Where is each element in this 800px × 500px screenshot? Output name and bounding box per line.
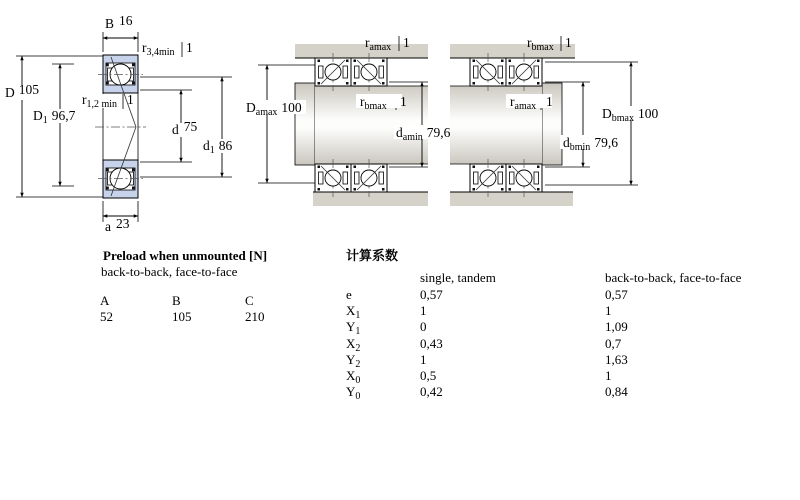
preload-col-a: A: [100, 293, 110, 308]
preload-header-row: [100, 294, 254, 308]
bearing-section: [470, 159, 506, 197]
preload-val-c: 210: [245, 309, 265, 324]
dim-value-r12: 1: [127, 92, 134, 107]
bearing-section: [315, 159, 351, 197]
bearing-section: [506, 159, 542, 197]
dim-value-rbmax-mid: 1: [400, 94, 407, 109]
factors-row-e: e 0,57 0,57: [346, 287, 628, 302]
dim-label-Dbmax: $D_{bmax}$ 100: [602, 106, 659, 125]
factors-title: 计算系数: [346, 248, 399, 263]
mounting-diagram-face-to-face: [450, 35, 668, 206]
preload-col-b: B: [172, 293, 181, 308]
preload-subtitle: back-to-back, face-to-face: [101, 264, 238, 279]
preload-val-b: 105: [172, 309, 192, 324]
factors-row-x2: $X_2$ 0,43 0,7: [346, 335, 622, 354]
dim-label-rbmax-top: $r_{bmax}$: [527, 35, 554, 54]
preload-val-a: 52: [100, 309, 113, 324]
factors-row-y2: $Y_2$ 1 1,63: [346, 351, 628, 370]
factors-row-y1: $Y_1$ 0 1,09: [346, 319, 628, 338]
dim-label-ramax-top: $r_{amax}$: [365, 35, 392, 54]
preload-value-row: [100, 310, 265, 324]
factors-row-y0: $Y_0$ 0,42 0,84: [346, 384, 628, 403]
dim-label-B: B 16: [105, 12, 133, 31]
bearing-cross-section-diagram: [2, 13, 235, 234]
dim-label-Damax: $D_{amax}$ 100: [246, 100, 302, 119]
bearing-section: [351, 53, 387, 91]
bearing-section: [470, 53, 506, 91]
bearing-section: [315, 53, 351, 91]
dim-label-dbmin: $d_{bmin}$ 79,6: [563, 135, 618, 154]
bearing-section: [351, 159, 387, 197]
dim-value-ramax-mid: 1: [546, 94, 553, 109]
dim-label-D1: $D_1$ 96,7: [33, 108, 76, 127]
technical-drawing: [0, 0, 800, 245]
dim-label-r12: $r_{1,2 min}$: [82, 92, 118, 111]
preload-title: Preload when unmounted [N]: [103, 248, 268, 263]
dim-value-ramax-top: 1: [403, 35, 410, 50]
mounting-diagram-back-to-back: [244, 35, 456, 206]
dim-label-d: d 75: [172, 118, 198, 137]
factors-row-x1: $X_1$ 1 1: [346, 303, 612, 322]
dim-value-rbmax-top: 1: [565, 35, 572, 50]
dim-value-r34: 1: [186, 40, 193, 55]
dim-label-D: D 105: [5, 81, 39, 100]
dim-label-damin: $d_{amin}$ 79,6: [396, 125, 451, 144]
factors-col2-header: back-to-back, face-to-face: [605, 270, 742, 285]
dim-label-rbmax-mid: $r_{bmax}$: [360, 94, 387, 113]
factors-rows: [346, 287, 628, 403]
factors-row-x0: $X_0$ 0,5 1: [346, 367, 612, 386]
preload-col-c: C: [245, 293, 254, 308]
dim-label-a: a 23: [105, 215, 130, 234]
factors-col1-header: single, tandem: [420, 270, 496, 285]
dim-label-r34: $r_{3,4min}$: [142, 40, 175, 59]
dim-label-d1: $d_1$ 86: [203, 138, 233, 157]
dim-label-ramax-mid: $r_{amax}$: [510, 94, 537, 113]
bearing-section: [506, 53, 542, 91]
